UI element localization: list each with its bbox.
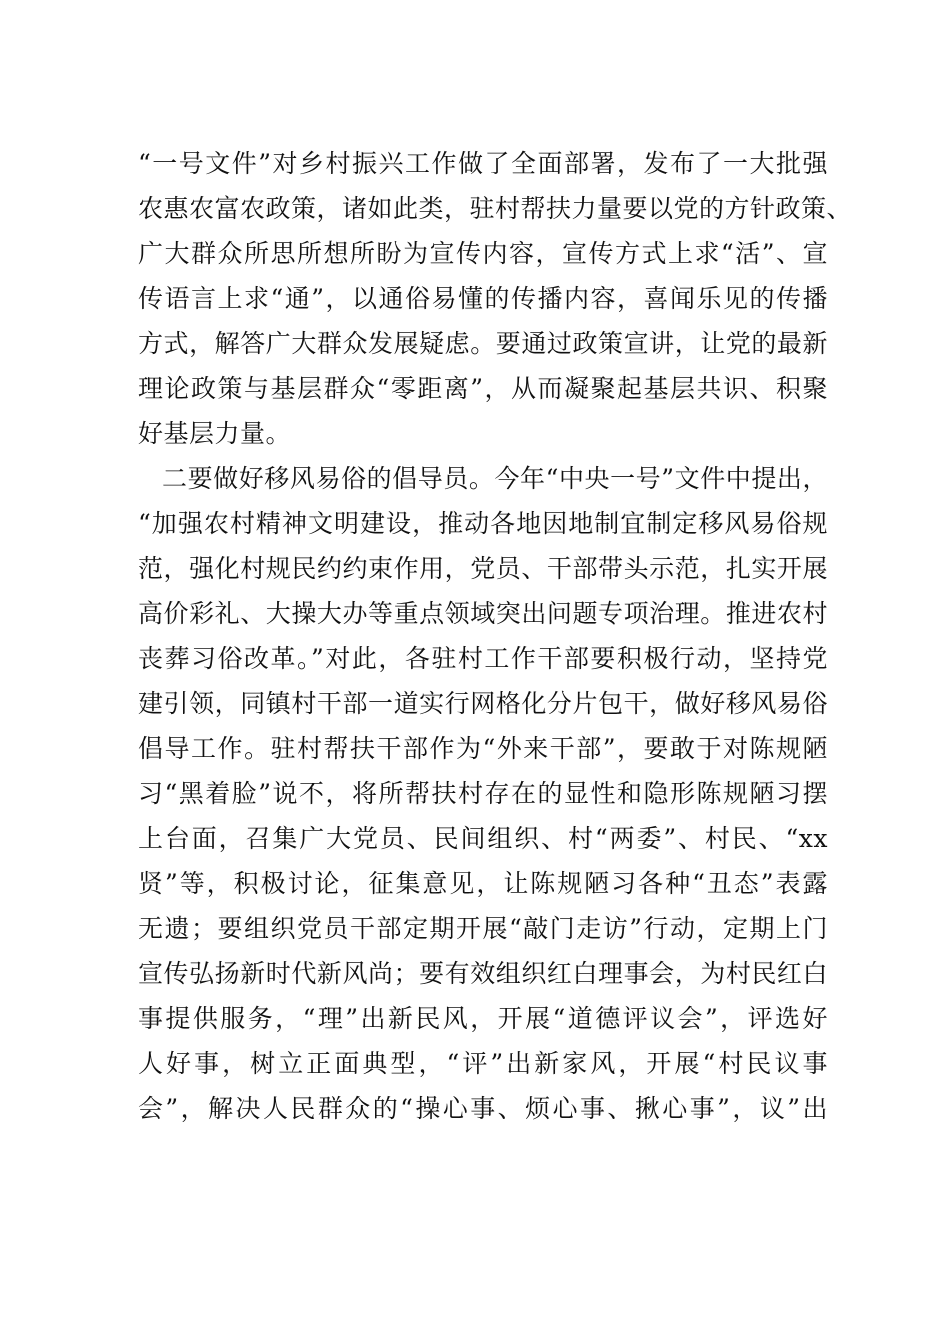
text-line: 好基层力量。 <box>138 419 292 448</box>
text-line: 人好事，树立正面典型，“评”出新家风，开展“村民议事 <box>138 1049 828 1078</box>
text-line: 高价彩礼、大操大办等重点领域突出问题专项治理。推进农村 <box>138 599 828 628</box>
text-line: 范，强化村规民约约束作用，党员、干部带头示范，扎实开展 <box>138 554 828 583</box>
text-line: 传语言上求“通”，以通俗易懂的传播内容，喜闻乐见的传播 <box>138 284 828 313</box>
text-line <box>138 1131 828 1176</box>
text-line: 会”，解决人民群众的“操心事、烦心事、揪心事”，议”出 <box>138 1094 828 1123</box>
text-line: 事提供服务，“理”出新民风，开展“道德评议会”，评选好 <box>138 1004 828 1033</box>
text-line: 上台面，召集广大党员、民间组织、村“两委”、村民、“xx <box>138 824 828 853</box>
text-line: “加强农村精神文明建设，推动各地因地制宜制定移风易俗规 <box>138 509 828 538</box>
text-line: 倡导工作。驻村帮扶干部作为“外来干部”，要敢于对陈规陋 <box>138 734 828 763</box>
text-line: 农惠农富农政策，诸如此类，驻村帮扶力量要以党的方针政策、 <box>138 194 853 223</box>
text-line: “一号文件”对乡村振兴工作做了全面部署，发布了一大批强 <box>138 149 828 178</box>
text-line: 广大群众所思所想所盼为宣传内容，宣传方式上求“活”、宣 <box>138 239 828 268</box>
text-line: 理论政策与基层群众“零距离”，从而凝聚起基层共识、积聚 <box>138 374 828 403</box>
text-line: 建引领，同镇村干部一道实行网格化分片包干，做好移风易俗 <box>138 689 828 718</box>
body-text <box>138 141 853 1176</box>
text-line: 贤”等，积极讨论，征集意见，让陈规陋习各种“丑态”表露 <box>138 869 828 898</box>
text-line: 方式，解答广大群众发展疑虑。要通过政策宣讲，让党的最新 <box>138 329 828 358</box>
text-line: 无遗；要组织党员干部定期开展“敲门走访”行动，定期上门 <box>138 914 828 943</box>
paragraph-heading-line: 二要做好移风易俗的倡导员。今年“中央一号”文件中提出， <box>162 464 828 493</box>
text-line: 丧葬习俗改革。”对此，各驻村工作干部要积极行动，坚持党 <box>138 644 828 673</box>
text-line: 习“黑着脸”说不，将所帮扶村存在的显性和隐形陈规陋习摆 <box>138 779 828 808</box>
text-line: 宣传弘扬新时代新风尚；要有效组织红白理事会，为村民红白 <box>138 959 828 988</box>
